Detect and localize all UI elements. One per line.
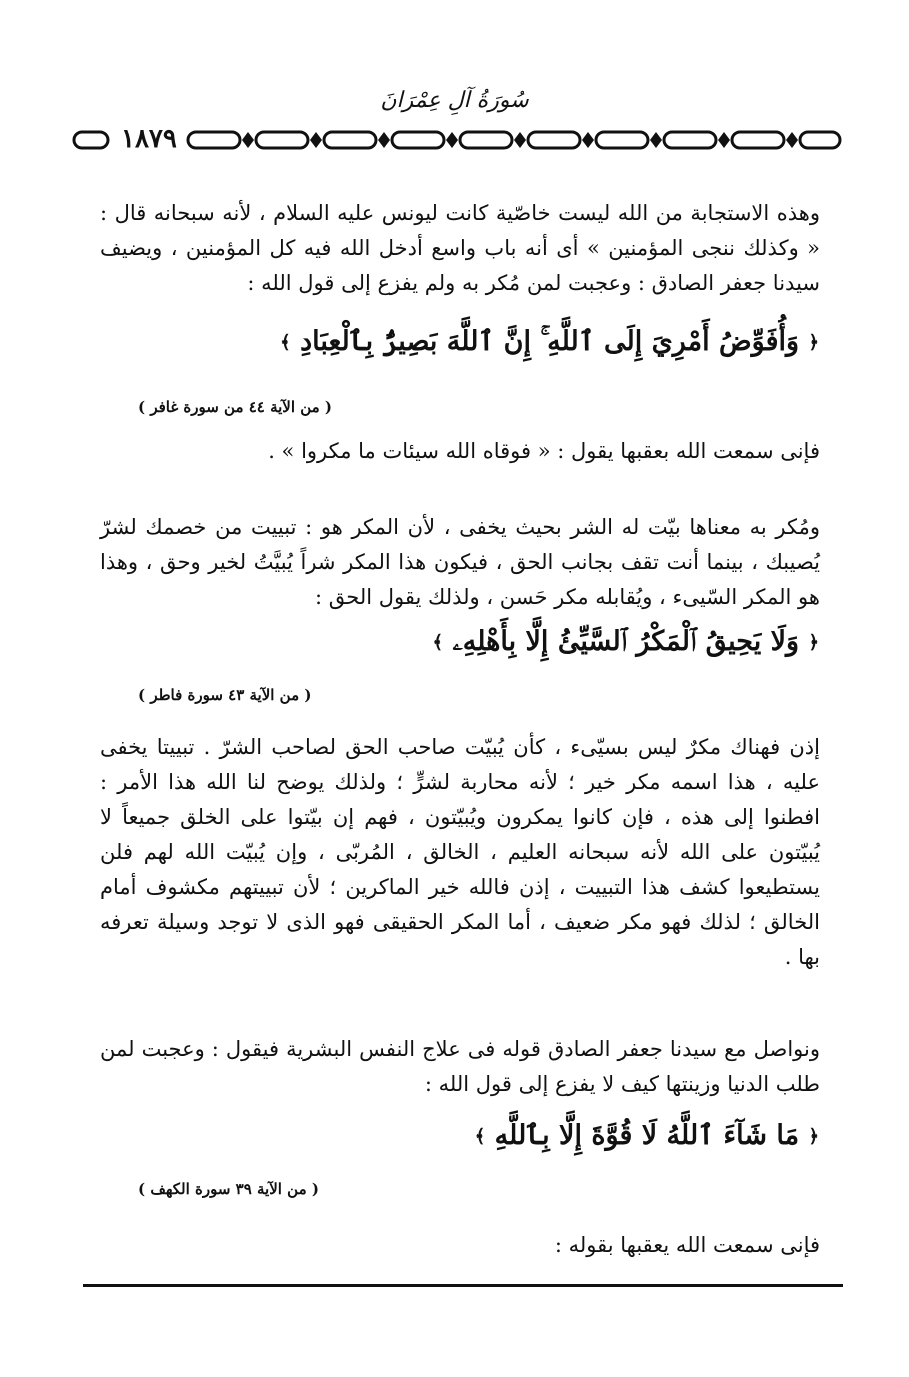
page-number: ١٨٧٩ bbox=[118, 124, 180, 154]
paragraph-4: إذن فهناك مكرٌ ليس بسيّىء ، كأن يُبيّت صاحب الحق لصاحب الشرّ . تبييتا يخفى عليه ، هذا اسمه مكر خير ؛ لأنه محاربة لشرٍّ ؛ ولذلك يوضح لنا الله هذا الأمر : افطنوا إلى هذه ، فإن كانوا يمكرون ويُبيّتون ، فهم إن بيّتوا على الخلق جميعاً لا يُبيّتون على الله لأنه سبحانه العليم ، الخالق ، المُربّى ، وإن يُبيّت الله لهم فلن يستطيعوا كشف هذا التبييت ، إذن فالله خير الماكرين ؛ لأن تبييتهم مكشوف أمام الخالق ؛ لذلك فهو مكر ضعيف ، أما المكر الحقيقى فهو الذى لا توجد وسيلة تعرفه بها . bbox=[100, 735, 820, 969]
footer-rule bbox=[83, 1284, 843, 1287]
quran-verse-2 bbox=[433, 626, 819, 658]
verse-close-ornament: ﴾ bbox=[474, 1126, 486, 1147]
verse-close-ornament: ﴾ bbox=[432, 632, 444, 653]
paragraph-3: ومُكر به معناها بيّت له الشر بحيث يخفى ، لأن المكر هو : تبييت من خصمك لشرّ يُصيبك ، بينما أنت تقف بجانب الحق ، فيكون هذا المكر شراً يُبيَّتُ لخير وحق ، وهذا هو المكر السّيىء ، ويُقابله مكر حَسن ، ولذلك يقول الحق : bbox=[100, 515, 820, 609]
quran-verse-3 bbox=[475, 1120, 819, 1151]
verse-reference-3: ( من الآية ٣٩ سورة الكهف ) bbox=[138, 1180, 319, 1198]
verse-open-ornament: ﴿ bbox=[808, 332, 819, 353]
verse-reference-2: ( من الآية ٤٣ سورة فاطر ) bbox=[138, 686, 312, 704]
verse-text: وَلَا يَحِيقُ ٱلْمَكْرُ ٱلسَّيِّئُ إِلَّا بِأَهْلِهِۦ bbox=[452, 626, 800, 657]
ornamental-header-rule bbox=[70, 122, 850, 158]
verse-close-ornament: ﴾ bbox=[280, 332, 291, 353]
paragraph-1: وهذه الاستجابة من الله ليست خاصّية كانت ليونس عليه السلام ، لأنه سبحانه قال : « وكذلك ننجى المؤمنين » أى أنه باب واسع أدخل الله فيه كل المؤمنين ، ويضيف سيدنا جعفر الصادق : وعجبت لمن مُكر به ولم يفزع إلى قول الله : bbox=[100, 201, 820, 295]
verse-text: وَأُفَوِّضُ أَمْرِيَ إِلَى ٱللَّهِ ۚ إِنَّ ٱللَّهَ بَصِيرٌۢ بِٱلْعِبَادِ bbox=[300, 326, 800, 357]
verse-open-ornament: ﴿ bbox=[808, 1126, 819, 1147]
paragraph-2: فإنى سمعت الله بعقبها يقول : « فوقاه الله سيئات ما مكروا » . bbox=[268, 439, 820, 463]
verse-text: مَا شَآءَ ٱللَّهُ لَا قُوَّةَ إِلَّا بِٱللَّهِ bbox=[494, 1120, 800, 1151]
paragraph-6: فإنى سمعت الله يعقبها بقوله : bbox=[554, 1233, 820, 1257]
verse-reference-1: ( من الآية ٤٤ من سورة غافر ) bbox=[138, 398, 333, 416]
verse-open-ornament: ﴿ bbox=[808, 632, 819, 653]
surah-title: سُورَةُ آلِ عِمْرَانَ bbox=[380, 88, 529, 113]
quran-verse-1 bbox=[280, 326, 819, 358]
paragraph-5: ونواصل مع سيدنا جعفر الصادق قوله فى علاج النفس البشرية فيقول : وعجبت لمن طلب الدنيا وزينتها كيف لا يفزع إلى قول الله : bbox=[100, 1037, 820, 1096]
